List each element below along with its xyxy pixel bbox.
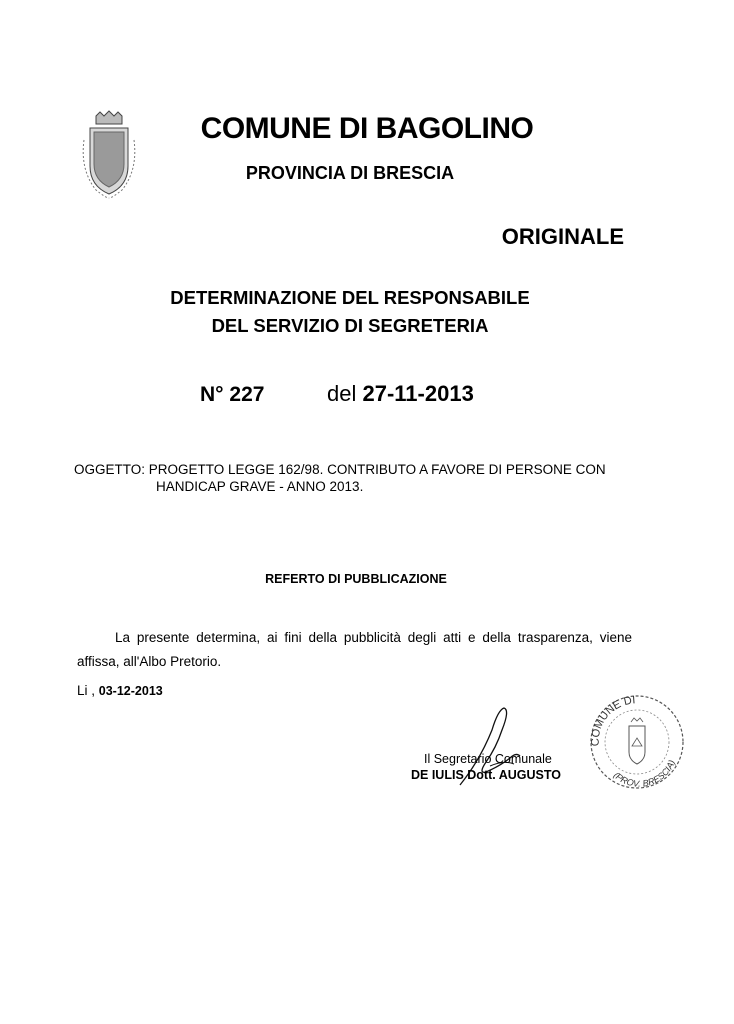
municipal-stamp-icon xyxy=(583,686,689,794)
originale-label: ORIGINALE xyxy=(501,224,624,249)
signature-title: Il Segretario Comunale xyxy=(424,752,552,766)
li-label: Li , xyxy=(77,683,96,698)
li-date: 03-12-2013 xyxy=(98,684,163,698)
referto-body: La presente determina, ai fini della pubblicità degli atti e della trasparenza, viene affissa, all'Albo Pretorio. xyxy=(77,630,632,669)
del-label: del xyxy=(327,381,357,406)
determinazione-title-line1: DETERMINAZIONE DEL RESPONSABILE xyxy=(170,287,530,308)
determinazione-number: N° 227 xyxy=(200,383,265,406)
oggetto-text xyxy=(74,461,674,495)
determinazione-title-line2: DEL SERVIZIO DI SEGRETERIA xyxy=(211,315,489,336)
signature-name: DE IULIS Dott. AUGUSTO xyxy=(411,768,561,782)
oggetto-line2: HANDICAP GRAVE - ANNO 2013. xyxy=(156,479,364,494)
oggetto-line1: OGGETTO: PROGETTO LEGGE 162/98. CONTRIBUTO A FAVORE DI PERSONE CON xyxy=(74,462,606,477)
page-title: COMUNE DI BAGOLINO xyxy=(200,112,534,145)
li-date-line xyxy=(77,683,163,698)
del-date: 27-11-2013 xyxy=(362,381,474,406)
determinazione-date xyxy=(327,381,474,407)
stamp-bottom-text: (PROV. BRESCIA) xyxy=(611,758,678,789)
provincia-subtitle: PROVINCIA DI BRESCIA xyxy=(245,163,455,183)
stamp-top-text: COMUNE DI xyxy=(589,694,636,747)
referto-title: REFERTO DI PUBBLICAZIONE xyxy=(265,572,447,586)
